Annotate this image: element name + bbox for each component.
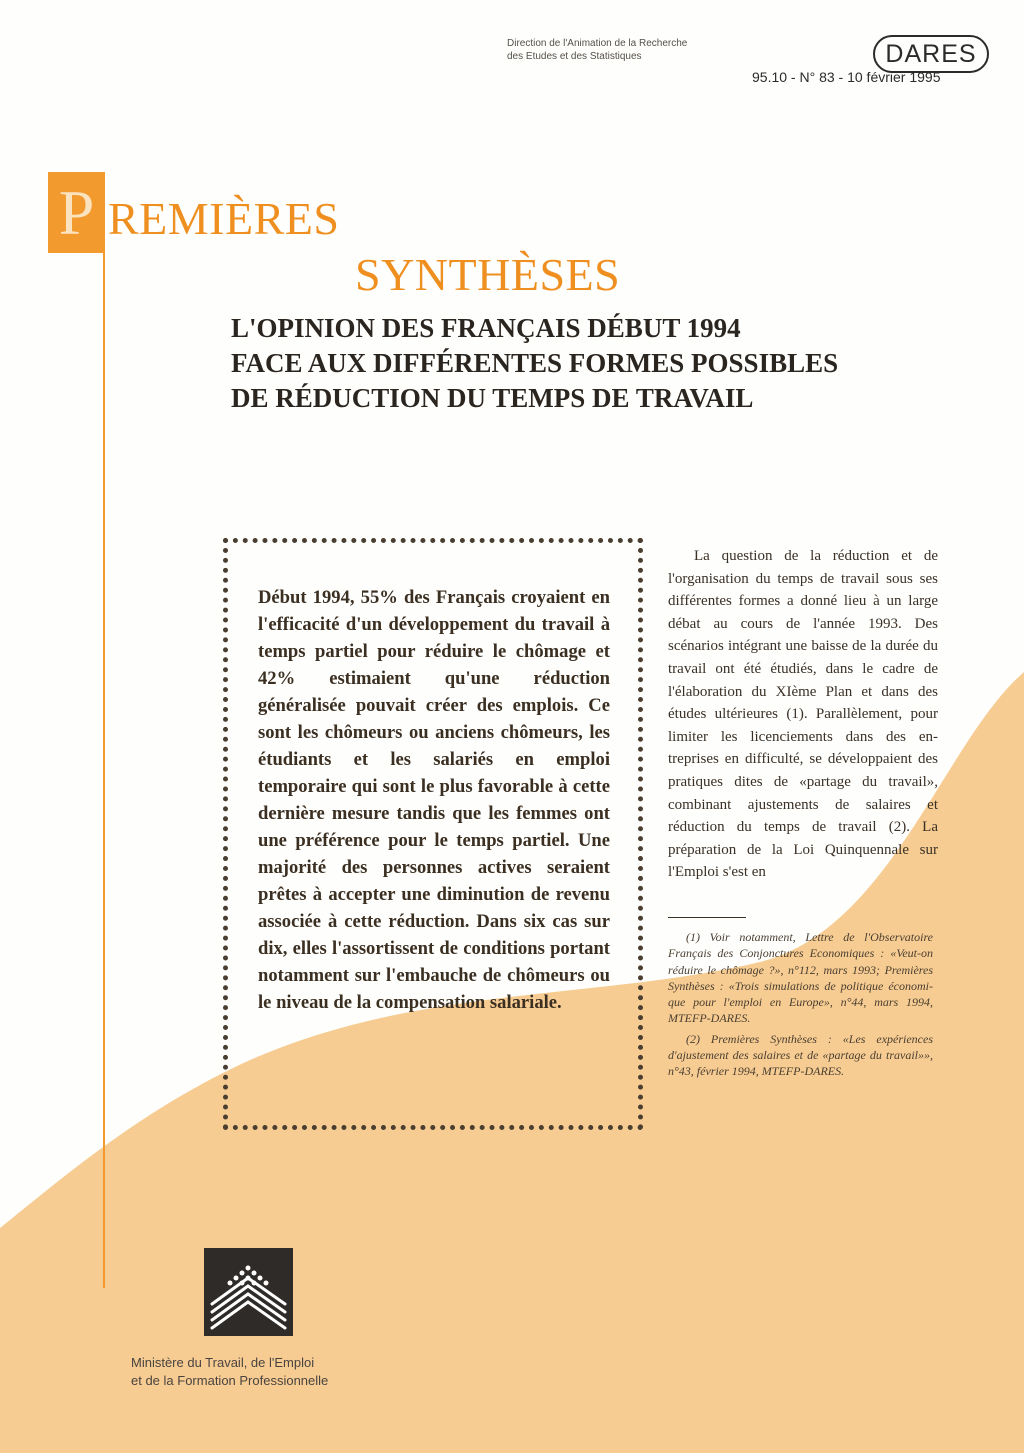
footnote-1: (1) Voir notamment, Lettre de l'Observatoire Français des Conjonctures Economiques : «Veut-on réduire le chômage ?», n°112, mars 1993; Premières Synthèses : «Trois simulations de politique économique pour l'emploi en Europe», n°44, mars 1994, MTEFP-DARES. (668, 930, 933, 1026)
ministry-name-line2: et de la Formation Professionnelle (131, 1373, 329, 1388)
ministry-name (131, 1354, 431, 1390)
publisher-org-line1: Direction de l'Animation de la Recherche (507, 38, 688, 49)
series-initial-box: P (48, 172, 105, 253)
headline-line3: DE RÉDUCTION DU TEMPS DE TRAVAIL (231, 383, 754, 413)
article-headline (231, 311, 931, 416)
footnotes (668, 929, 933, 1084)
series-vertical-rule (103, 253, 105, 1288)
headline-line1: L'OPINION DES FRANÇAIS DÉBUT 1994 (231, 313, 741, 343)
headline-line2: FACE AUX DIFFÉRENTES FORMES POSSIBLES (231, 348, 839, 378)
footnote-separator (668, 917, 746, 918)
summary-paragraph: Début 1994, 55% des Français croyaient en l'efficacité d'un développement du travail à temps partiel pour réduire le chômage et 42% estimaient qu'une réduction généralisée pouvait créer des emplois. Ce sont les chômeurs ou anciens chômeurs, les étudiants et les salariés en emploi temporaire qui sont le plus favorable à cette dernière mesure tandis que les femmes ont une préférence pour le temps partiel. Une majorité des personnes actives seraient prêtes à accepter une diminution de revenu associée à cette réduction. Dans six cas sur dix, elles l'assortissent de conditions portant notamment sur l'embauche de chômeurs ou le niveau de la compensation salariale. (258, 587, 610, 1013)
ministry-name-line1: Ministère du Travail, de l'Emploi (131, 1355, 315, 1370)
publisher-org-name (507, 37, 787, 63)
dares-logo: DARES (873, 35, 989, 73)
body-paragraph: La question de la réduction et de l'organisation du temps de travail sous ses différentes formes a donné lieu à un large débat au cours de l'année 1993. Des scénarios intégrant une baisse de la durée du travail ont été étudiés, dans le cadre de l'élaboration du XIème Plan et dans des études ultérieures (1). Parallèlement, pour limiter les licenciements dans des entreprises en difficulté, se développaient des pratiques dites de «partage du travail», combinant ajustements de salaires et réduction du temps de travail (2). La préparation de la Loi Quinquennale sur l'Emploi s'est en (668, 548, 938, 881)
series-title-line1: REMIÈRES (108, 193, 340, 244)
ministry-logo (204, 1248, 293, 1336)
issue-number: 95.10 - N° 83 - 10 février 1995 (752, 69, 941, 85)
series-title-line2: SYNTHÈSES (355, 249, 621, 300)
publisher-org-line2: des Etudes et des Statistiques (507, 51, 642, 62)
footnote-2: (2) Premières Synthèses : «Les expériences d'ajustement des salaires et de «partage du travail»», n°43, février 1994, MTEFP-DARES. (668, 1031, 933, 1079)
